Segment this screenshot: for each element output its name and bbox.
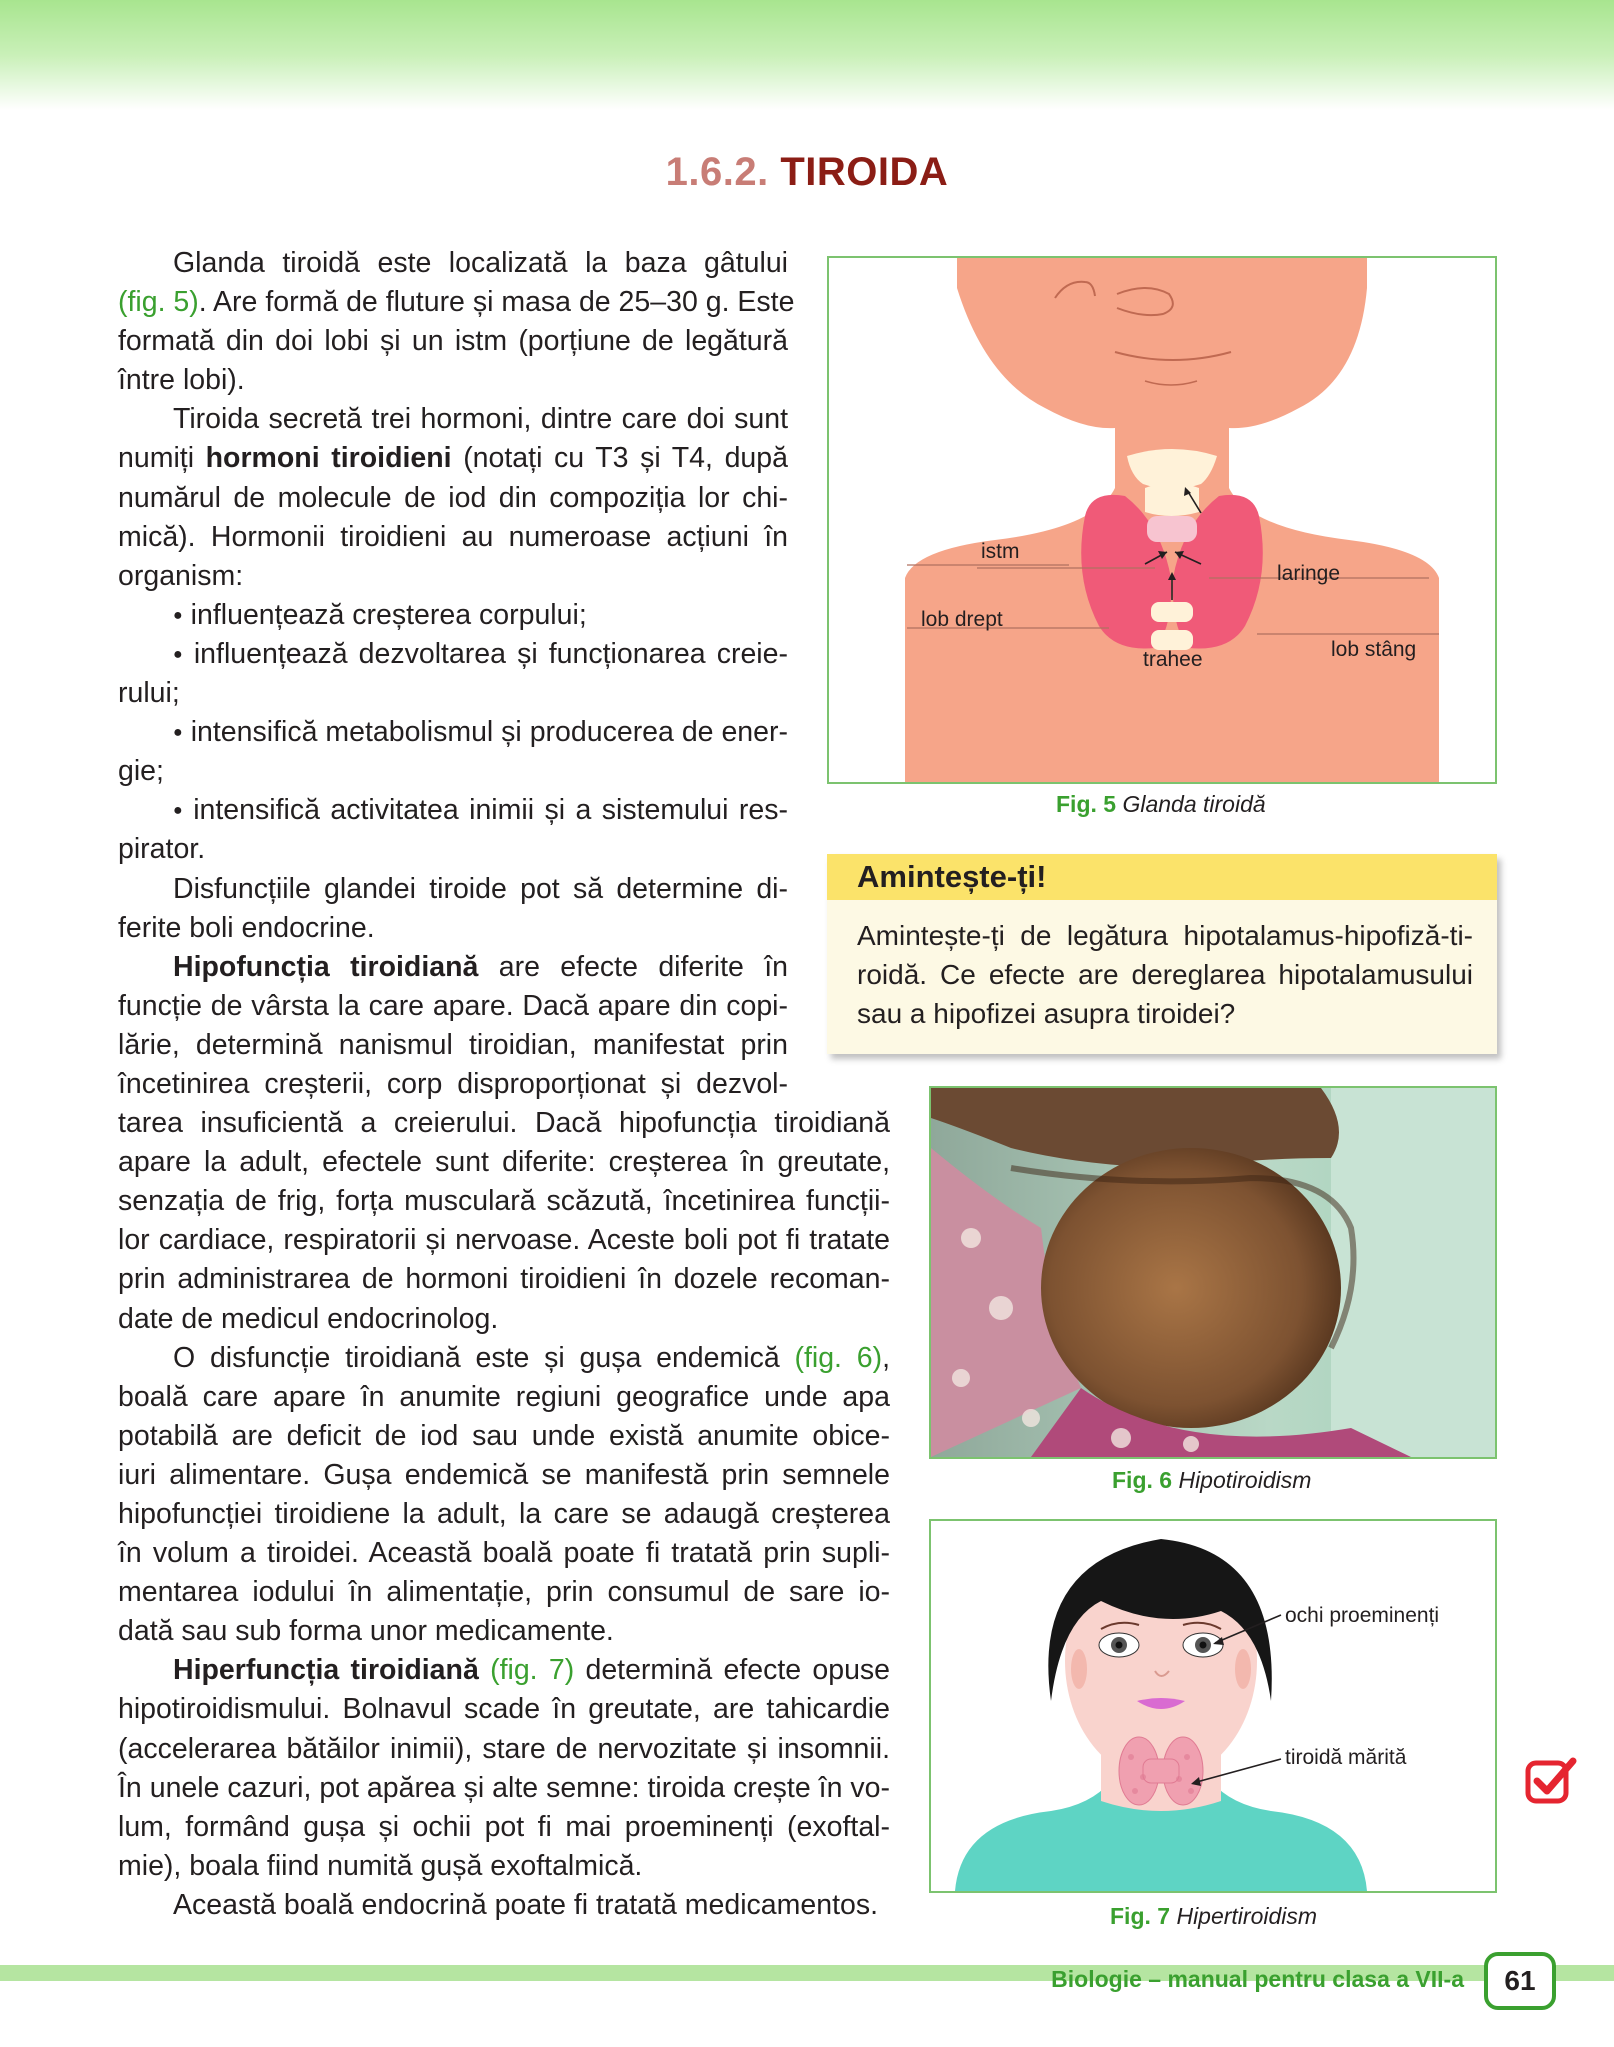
figure-6-label: Fig. 6	[1112, 1467, 1173, 1493]
text-run: . Are formă de fluture și masa de 25–30 g. Este	[198, 286, 795, 319]
figure-5-label: Fig. 5	[1056, 791, 1117, 817]
body-line: Această boală endocrină poate fi tratată medicamentos.	[173, 1888, 879, 1921]
section-number: 1.6.2.	[665, 150, 769, 194]
body-line: ● intensifică activitatea inimii și a sistemului res-	[118, 791, 788, 830]
body-line: ● intensifică metabolismul și producerea de ener-	[118, 713, 788, 752]
label-prominent-eyes: ochi proeminenți	[1285, 1604, 1440, 1627]
body-line: iuri alimentare. Gușa endemică se manifestă prin semnele	[118, 1458, 890, 1491]
figure-7-label: Fig. 7	[1110, 1903, 1171, 1929]
remember-line: sau a hipofizei asupra tiroidei?	[857, 998, 1236, 1030]
body-line: lor cardiace, respiratorii și nervoase. Aceste boli pot fi tratate	[118, 1224, 890, 1257]
bold-term: Hiperfuncția tiroidiană	[173, 1654, 479, 1687]
body-line: organism:	[118, 559, 244, 592]
body-line: ferite boli endocrine.	[118, 911, 375, 944]
body-line: ● influențează dezvoltarea și funcționarea creie-	[118, 635, 788, 674]
body-line: În unele cazuri, pot apărea și alte semne: tiroida crește în vo-	[118, 1771, 890, 1804]
body-line: numărul de molecule de iod din compoziția lor chi-	[118, 481, 788, 514]
body-line: mică). Hormonii tiroidieni au numeroase acțiuni în	[118, 520, 788, 553]
label-laringe: laringe	[1277, 562, 1341, 585]
body-line	[118, 1339, 890, 1378]
figure-5-caption-text: Glanda tiroidă	[1122, 791, 1266, 817]
body-line	[118, 283, 795, 322]
label-lob-stang: lob stâng	[1331, 638, 1417, 661]
body-line: lărie, determină nanismul tiroidian, manifestat prin	[118, 1028, 788, 1061]
body-line: hipotiroidismului. Bolnavul scade în greutate, are tahicardie	[118, 1693, 890, 1726]
body-line: Glanda tiroidă este localizată la baza gâtului	[173, 247, 788, 279]
figure-6-caption-text: Hipotiroidism	[1178, 1467, 1312, 1493]
text-run: ,	[882, 1341, 890, 1374]
body-line: hipofuncției tiroidiene la adult, la care se adaugă creșterea	[118, 1498, 890, 1530]
label-lob-drept: lob drept	[921, 608, 1003, 631]
thyroid-neck-illustration	[829, 258, 1495, 782]
body-line: în volum a tiroidei. Această boală poate fi tratată prin supli-	[118, 1537, 890, 1570]
remember-line: roidă. Ce efecte are dereglarea hipotalamusului	[857, 959, 1473, 991]
figure-reference: (fig. 5)	[118, 286, 199, 319]
body-line: între lobi).	[118, 364, 245, 397]
figure-7-caption-text: Hipertiroidism	[1176, 1903, 1318, 1929]
figure-reference: (fig. 7)	[478, 1654, 575, 1687]
figure-5-caption	[1056, 791, 1266, 818]
figure-7-caption	[1110, 1903, 1317, 1930]
body-line: boală care apare în anumite regiuni geografice unde apa	[118, 1380, 890, 1413]
hyperthyroid-face-illustration	[931, 1521, 1495, 1891]
body-line: pirator.	[118, 833, 206, 866]
page-title	[0, 150, 1614, 195]
bold-term: Hipofuncția tiroidiană	[173, 950, 479, 983]
body-line: Tiroida secretă trei hormoni, dintre care doi sunt	[173, 403, 788, 436]
body-line: dată sau sub forma unor medicamente.	[118, 1615, 614, 1648]
text-run: numiți	[118, 442, 206, 475]
body-line: mie), boala fiind numită gușă exoftalmică.	[118, 1849, 643, 1882]
label-istm: istm	[981, 540, 1020, 563]
body-line: formată din doi lobi și un istm (porțiune de legătură	[118, 325, 788, 358]
body-line	[118, 948, 788, 987]
remember-body	[827, 900, 1497, 1033]
body-line: potabilă are deficit de iod sau unde există anumite obice-	[118, 1419, 890, 1452]
figure-6-caption	[1112, 1467, 1311, 1494]
text-run: are efecte diferite în	[478, 950, 788, 983]
body-line: mentarea iodului în alimentație, prin consumul de sare io-	[118, 1576, 890, 1609]
body-line: prin administrarea de hormoni tiroidieni în dozele recoman-	[118, 1263, 890, 1296]
body-line: (accelerarea bătăilor inimii), stare de nervozitate și insomnii.	[118, 1732, 890, 1765]
remember-box	[827, 854, 1497, 1054]
bold-term: hormoni tiroidieni	[205, 442, 452, 475]
body-line: încetinirea creșterii, corp disproporționat și dezvol-	[118, 1067, 788, 1100]
top-color-band	[0, 0, 1614, 110]
figure-reference: (fig. 6)	[794, 1341, 883, 1374]
checkbox-check-icon	[1525, 1755, 1577, 1805]
remember-line: Amintește-ți de legătura hipotalamus-hipofiză-ti-	[857, 920, 1473, 951]
text-run: determină efecte opuse	[574, 1654, 891, 1687]
body-line: rului;	[118, 677, 180, 710]
body-line: ● influențează creșterea corpului;	[118, 596, 788, 635]
body-line: tarea insuficientă a creierului. Dacă hipofuncția tiroidiană	[118, 1107, 890, 1140]
body-line: Disfuncțiile glandei tiroide pot să determine di-	[173, 872, 788, 905]
text-run: O disfuncție tiroidiană este și gușa endemică	[173, 1341, 795, 1374]
figure-5-thyroid-diagram	[827, 256, 1497, 784]
body-line: lum, formând gușa și ochii pot fi mai proeminenți (exoftal-	[118, 1810, 890, 1843]
label-enlarged-thyroid: tiroidă mărită	[1285, 1746, 1407, 1769]
body-line	[118, 439, 788, 478]
section-title: TIROIDA	[780, 150, 949, 194]
body-line: gie;	[118, 755, 164, 788]
body-line: funcție de vârsta la care apare. Dacă apare din copi-	[118, 989, 788, 1022]
body-line: senzația de frig, forța musculară scăzută, încetinirea funcții-	[118, 1185, 890, 1218]
page-number: 61	[1484, 1952, 1556, 2010]
remember-title: Amintește-ți!	[827, 854, 1497, 900]
body-line: date de medicul endocrinolog.	[118, 1302, 499, 1335]
figure-7-hyperthyroid-diagram	[929, 1519, 1497, 1893]
figure-6-goiter-photo	[929, 1086, 1497, 1459]
body-line: apare la adult, efectele sunt diferite: creșterea în greutate,	[118, 1146, 890, 1179]
goiter-photo-illustration	[931, 1088, 1495, 1457]
label-trahee: trahee	[1143, 648, 1203, 671]
footer-book-title: Biologie – manual pentru clasa a VII-a	[1051, 1966, 1464, 1992]
body-line	[118, 1651, 890, 1690]
body-text	[118, 244, 890, 1925]
text-run: (notați cu T3 și T4, după	[451, 442, 788, 475]
